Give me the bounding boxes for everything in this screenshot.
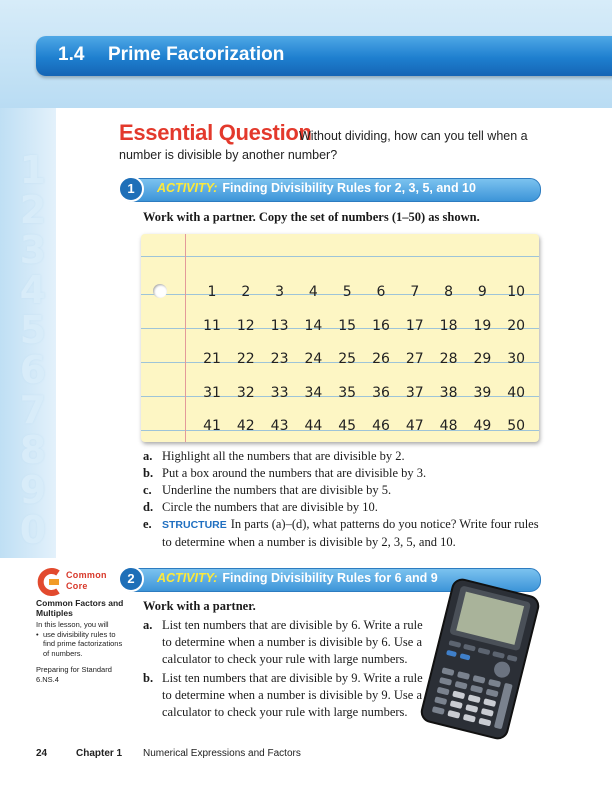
grid-number: 43 xyxy=(270,418,289,434)
grid-number: 2 xyxy=(241,284,251,300)
activity-1-number: 1 xyxy=(118,176,144,202)
grid-number: 30 xyxy=(507,351,526,367)
item-label: c. xyxy=(143,483,152,497)
deco-digit: 1 xyxy=(19,148,47,192)
section-number: 1.4 xyxy=(58,44,85,65)
essential-question-heading: Essential Question xyxy=(119,120,312,145)
grid-number: 12 xyxy=(236,318,255,334)
list-item xyxy=(143,482,539,499)
grid-number: 22 xyxy=(236,351,255,367)
sidebar-standard-line-1: Preparing for Standard xyxy=(36,665,112,674)
list-item xyxy=(143,465,539,482)
item-label: a. xyxy=(143,449,153,463)
item-label: e. xyxy=(143,517,152,531)
grid-number: 5 xyxy=(342,284,352,300)
grid-number: 32 xyxy=(236,385,255,401)
notepad-margin-line xyxy=(185,234,186,442)
grid-number: 17 xyxy=(405,318,424,334)
grid-number: 45 xyxy=(338,418,357,434)
grid-number: 21 xyxy=(203,351,221,367)
sidebar-bullet: • use divisibility rules to find prime factorizations of numbers. xyxy=(36,630,124,659)
footer-chapter: Chapter 1 xyxy=(76,748,123,759)
deco-digit: 4 xyxy=(19,268,47,312)
grid-number: 15 xyxy=(338,318,357,334)
grid-number: 8 xyxy=(444,284,454,300)
deco-digit: 2 xyxy=(19,188,47,232)
grid-number: 4 xyxy=(308,284,318,300)
activity-2-instruction: Work with a partner. xyxy=(143,599,256,613)
grid-number: 3 xyxy=(275,284,285,300)
grid-number: 46 xyxy=(372,418,390,434)
item-label: b. xyxy=(143,671,154,685)
item-label: b. xyxy=(143,466,154,480)
grid-number: 7 xyxy=(410,284,420,300)
decorative-digits xyxy=(8,150,58,550)
sidebar-title: Common Factors and Multiples xyxy=(36,598,124,618)
item-text: List ten numbers that are divisible by 6. Write a rule to determine when a number is divisible by 6. Use a calculator to check your rule with large numbers. xyxy=(162,618,423,666)
sidebar-text xyxy=(36,598,124,684)
deco-digit: 0 xyxy=(19,508,47,552)
grid-number: 14 xyxy=(304,318,323,334)
grid-number: 13 xyxy=(270,318,289,334)
graphing-calculator-icon xyxy=(417,575,543,743)
grid-number: 9 xyxy=(477,284,487,300)
item-label: a. xyxy=(143,618,153,632)
grid-number: 37 xyxy=(405,385,424,401)
grid-number: 48 xyxy=(439,418,458,434)
deco-digit: 3 xyxy=(19,228,47,272)
deco-digit: 7 xyxy=(19,388,47,432)
notepad-hole xyxy=(153,284,167,298)
grid-number: 50 xyxy=(507,418,526,434)
grid-number: 40 xyxy=(507,385,526,401)
activity-1-instruction: Work with a partner. Copy the set of numbers (1–50) as shown. xyxy=(143,210,480,224)
grid-number: 24 xyxy=(304,351,323,367)
activity-1-keyword: ACTIVITY: xyxy=(157,181,218,195)
item-text: Underline the numbers that are divisible by 5. xyxy=(162,483,392,497)
grid-number: 42 xyxy=(236,418,255,434)
grid-number: 49 xyxy=(473,418,492,434)
sidebar-intro: In this lesson, you will xyxy=(36,620,109,629)
list-item xyxy=(143,670,426,721)
grid-number: 1 xyxy=(207,284,217,300)
list-item xyxy=(143,516,539,551)
grid-number: 11 xyxy=(203,318,221,334)
list-item xyxy=(143,617,426,668)
activity-2-items xyxy=(143,617,426,721)
section-title: Prime Factorization xyxy=(108,44,285,65)
deco-digit: 5 xyxy=(19,308,47,352)
grid-number: 47 xyxy=(405,418,424,434)
grid-number: 18 xyxy=(439,318,458,334)
item-text: Highlight all the numbers that are divisible by 2. xyxy=(162,449,405,463)
sidebar-standard-line-2: 6.NS.4 xyxy=(36,674,59,684)
grid-number: 27 xyxy=(405,351,424,367)
grid-number: 36 xyxy=(372,385,390,401)
grid-number: 29 xyxy=(473,351,492,367)
number-notepad xyxy=(141,234,539,442)
list-item xyxy=(143,499,539,516)
grid-number: 44 xyxy=(304,418,323,434)
activity-2-number: 2 xyxy=(118,566,144,592)
activity-1-title-text: Finding Divisibility Rules for 2, 3, 5, and 10 xyxy=(222,181,476,195)
list-item xyxy=(143,448,539,465)
grid-number: 33 xyxy=(270,385,289,401)
item-text: List ten numbers that are divisible by 9. Write a rule to determine when a number is divisible by 9. Use a calculator to check your rule with large numbers. xyxy=(162,671,423,719)
grid-number: 41 xyxy=(203,418,221,434)
structure-keyword: STRUCTURE xyxy=(162,519,227,531)
grid-number: 26 xyxy=(372,351,390,367)
common-core-logo-icon xyxy=(36,567,66,597)
item-text: Put a box around the numbers that are divisible by 3. xyxy=(162,466,427,480)
grid-number: 39 xyxy=(473,385,492,401)
grid-number: 38 xyxy=(439,385,458,401)
activity-2-title-text: Finding Divisibility Rules for 6 and 9 xyxy=(222,571,438,585)
deco-digit: 8 xyxy=(19,428,47,472)
item-label: d. xyxy=(143,500,154,514)
activity-2-keyword: ACTIVITY: xyxy=(157,571,218,585)
common-core-word-1: Common xyxy=(66,570,107,580)
deco-digit: 6 xyxy=(19,348,47,392)
grid-number: 20 xyxy=(507,318,526,334)
grid-number: 28 xyxy=(439,351,458,367)
deco-digit: 9 xyxy=(19,468,47,512)
grid-number: 34 xyxy=(304,385,323,401)
essential-question-text: Without dividing, how can you tell when a number is divisible by another number? xyxy=(119,129,528,162)
item-text: In parts (a)–(d), what patterns do you notice? Write four rules to determine when a number is divisible by 2, 3, 5, and 10. xyxy=(162,517,539,549)
grid-number: 6 xyxy=(376,284,386,300)
grid-number: 23 xyxy=(270,351,289,367)
grid-number: 19 xyxy=(473,318,492,334)
grid-number: 10 xyxy=(507,284,526,300)
grid-number: 31 xyxy=(203,385,221,401)
grid-number: 35 xyxy=(338,385,357,401)
grid-number: 16 xyxy=(372,318,390,334)
activity-2-title xyxy=(157,571,438,585)
activity-1-title xyxy=(157,181,476,195)
common-core-word-2: Core xyxy=(66,581,88,591)
page-number: 24 xyxy=(36,748,48,759)
grid-number: 25 xyxy=(338,351,357,367)
activity-1-items xyxy=(143,448,539,551)
item-text: Circle the numbers that are divisible by 10. xyxy=(162,500,378,514)
footer-chapter-title: Numerical Expressions and Factors xyxy=(143,748,301,759)
